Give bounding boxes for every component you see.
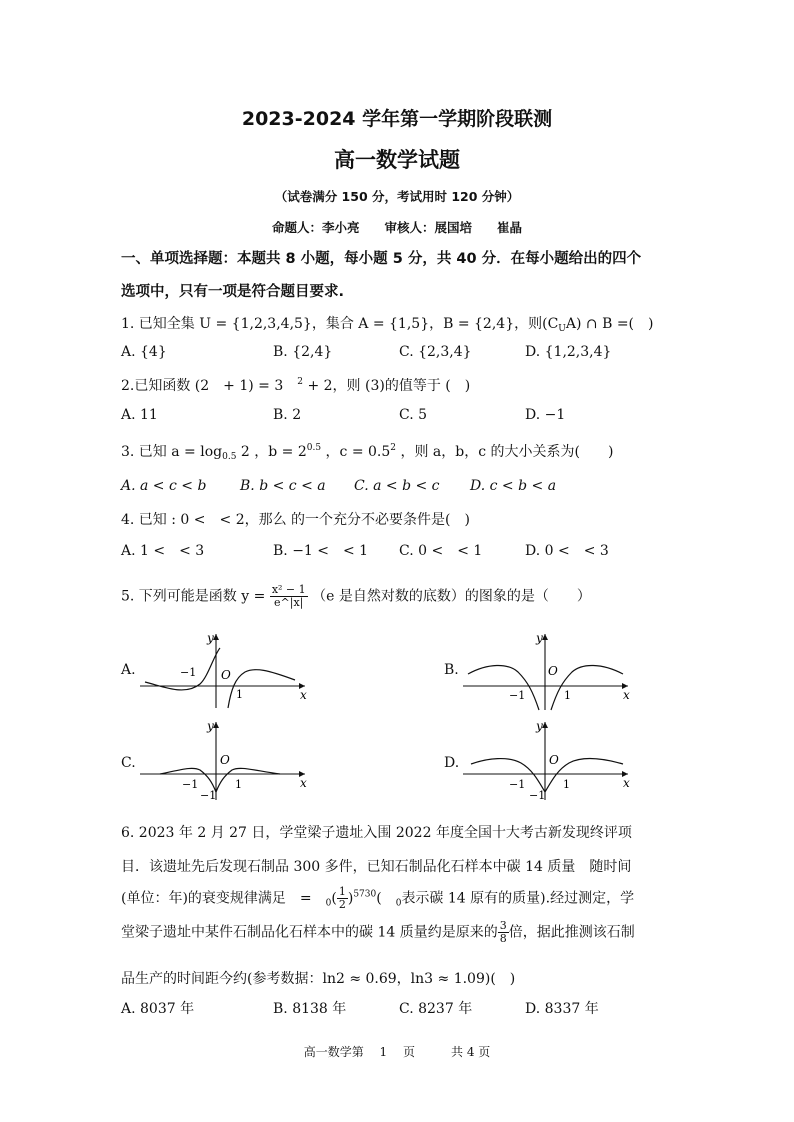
q4-option-a: A. 1 < < 3 <box>121 543 205 559</box>
graph-d-label: D. <box>444 755 460 771</box>
graph-a-y-label: y <box>207 631 214 645</box>
q6-half-fraction <box>337 886 348 911</box>
graph-b-x-label: x <box>623 688 630 702</box>
graph-b-neg-one-label: −1 <box>509 689 526 702</box>
q3-exponent-b: 0.5 <box>306 443 322 453</box>
question-4-stem: 4. 已知 : 0 < < 2，那么 的一个充分不必要条件是( ) <box>121 512 470 528</box>
exam-title: 2023-2024 学年第一学期阶段联测 <box>241 108 553 130</box>
graph-c-y-label: y <box>207 719 214 733</box>
q2-stem-part-b: + 2，则 (3)的值等于 ( ) <box>303 378 471 394</box>
q4-option-c: C. 0 < < 1 <box>399 543 483 559</box>
graph-a-one-label: 1 <box>236 688 243 701</box>
q2-stem-superscript: 2 <box>297 377 303 387</box>
graph-d <box>463 718 633 802</box>
graph-d-y-label: y <box>536 719 543 733</box>
question-6-line2: 目．该遗址先后发现石制品 300 多件，已知石制品化石样本中碳 14 质量 随时间 <box>121 859 632 875</box>
q1-option-b: B. {2,4} <box>273 344 333 360</box>
graph-c-neg-one-x-label: −1 <box>182 778 199 791</box>
q2-option-b: B. 2 <box>273 407 302 423</box>
graph-d-origin-label: O <box>549 753 559 767</box>
question-6-line3: (单位：年)的衰变规律满足 = $_0$( $\frac{1}{2}$ )$^{5730}$( $_0$表示碳 14 原有的质量).经过测定，学 <box>121 885 635 911</box>
page-footer: 高一数学第 1 页 共 4 页 <box>303 1045 491 1059</box>
q2-option-a: A. 11 <box>121 407 158 423</box>
graph-a-neg-one-label: −1 <box>180 666 197 679</box>
q6-line3-part-b: ( <box>376 890 396 907</box>
graph-a-origin-label: O <box>221 668 231 682</box>
q6-m0-subscript-2: 0 <box>395 898 402 909</box>
q1-stem-part-b: A) ∩ B =( ) <box>565 316 654 332</box>
authors-line: 命题人：李小亮 审核人：展国培 崔晶 <box>271 220 522 235</box>
q6-ratio-numerator: 3 <box>499 919 507 932</box>
q1-option-c: C. {2,3,4} <box>399 344 472 360</box>
question-6-line1: 6. 2023 年 2 月 27 日，学堂梁子遗址入围 2022 年度全国十大考古新发现终评项 <box>121 825 632 841</box>
graph-d-x-label: x <box>623 776 630 790</box>
graph-b-y-label: y <box>536 631 543 645</box>
question-1-stem <box>121 313 653 334</box>
q5-fraction-numerator: x² − 1 <box>271 583 306 596</box>
q3-stem-part-1: 3. 已知 a = log <box>121 444 223 460</box>
graph-d-neg-one-y-label: −1 <box>529 789 546 802</box>
q6-line4-part-b: 倍，据此推测该石制 <box>508 924 635 941</box>
q5-stem-part-b: （e 是自然对数的底数）的图象的是（ ） <box>312 588 591 605</box>
q3-exponent-c: 2 <box>390 443 396 453</box>
q1-stem-subscript: U <box>558 324 566 334</box>
graph-d-neg-one-x-label: −1 <box>509 778 526 791</box>
subject-title: 高一数学试题 <box>334 148 460 172</box>
q5-function-fraction <box>270 584 308 609</box>
q4-option-b: B. −1 < < 1 <box>273 543 369 559</box>
graph-a-label: A. <box>121 662 136 678</box>
q6-exponent: 5730 <box>353 889 377 900</box>
q6-option-b: B. 8138 年 <box>273 1001 347 1017</box>
graph-c <box>140 718 310 802</box>
q3-stem-part-3: ，c = 0.5 <box>321 444 391 460</box>
q6-half-denominator: 2 <box>338 898 346 911</box>
q3-option-b: B. b < c < a <box>240 478 326 494</box>
q3-log-base: 0.5 <box>222 452 237 462</box>
q6-option-c: C. 8237 年 <box>399 1001 473 1017</box>
q5-stem-part-a: 5. 下列可能是函数 y = <box>121 588 266 605</box>
q6-m0-subscript: 0 <box>325 898 332 909</box>
q2-option-d: D. −1 <box>525 407 566 423</box>
section-heading-line1: 一、单项选择题：本题共 8 小题，每小题 5 分，共 40 分．在每小题给出的四个 <box>121 251 642 267</box>
q6-option-d: D. 8337 年 <box>525 1001 599 1017</box>
graph-a-x-label: x <box>300 688 307 702</box>
section-heading-line2: 选项中，只有一项是符合题目要求. <box>121 284 345 300</box>
graph-b-origin-label: O <box>548 664 558 678</box>
q3-stem-part-4: ，则 a，b，c 的大小关系为( ) <box>396 444 614 460</box>
q6-line3-part-a: (单位：年)的衰变规律满足 = <box>121 890 326 907</box>
q1-stem-part-a: 1. 已知全集 U = {1,2,3,4,5}，集合 A = {1,5}，B = {2,4}，则(C <box>121 316 559 332</box>
q6-half-numerator: 1 <box>338 885 346 898</box>
q6-line4-part-a: 堂梁子遗址中某件石制品化石样本中的碳 14 质量约是原来的 <box>121 924 498 941</box>
q3-option-a: A. a < c < b <box>121 478 207 494</box>
graph-c-x-label: x <box>300 776 307 790</box>
graph-c-neg-one-y-label: −1 <box>200 789 217 802</box>
q3-stem-part-2: 2 ，b = 2 <box>236 444 307 460</box>
q2-option-c: C. 5 <box>399 407 428 423</box>
graph-b-label: B. <box>444 662 459 678</box>
graph-c-one-label: 1 <box>235 778 242 791</box>
q2-stem-part-a: 2.已知函数 (2 + 1) = 3 <box>121 378 298 394</box>
q6-line3-part-c: 表示碳 14 原有的质量).经过测定，学 <box>401 890 635 907</box>
question-6-line5: 品生产的时间距今约(参考数据：ln2 ≈ 0.69，ln3 ≈ 1.09)( ) <box>121 971 516 987</box>
q6-ratio-denominator: 8 <box>499 932 507 945</box>
question-5-stem <box>121 584 591 609</box>
q1-option-d: D. {1,2,3,4} <box>525 344 612 360</box>
q1-option-a: A. {4} <box>121 344 167 360</box>
graph-c-label: C. <box>121 755 136 771</box>
exam-info: （试卷满分 150 分，考试用时 120 分钟） <box>274 189 520 204</box>
graph-a <box>140 630 310 710</box>
question-2-stem <box>121 375 470 395</box>
question-6-line4 <box>121 920 635 945</box>
q6-option-a: A. 8037 年 <box>121 1001 195 1017</box>
graph-b <box>463 630 633 712</box>
q4-option-d: D. 0 < < 3 <box>525 543 609 559</box>
graph-d-one-label: 1 <box>563 778 570 791</box>
q3-option-d: D. c < b < a <box>470 478 557 494</box>
graph-c-origin-label: O <box>220 753 230 767</box>
q3-option-c: C. a < b < c <box>354 478 440 494</box>
question-3-stem <box>121 441 613 462</box>
graph-b-one-label: 1 <box>564 689 571 702</box>
q6-ratio-fraction <box>498 920 509 945</box>
q5-fraction-denominator: e^|x| <box>274 596 304 609</box>
